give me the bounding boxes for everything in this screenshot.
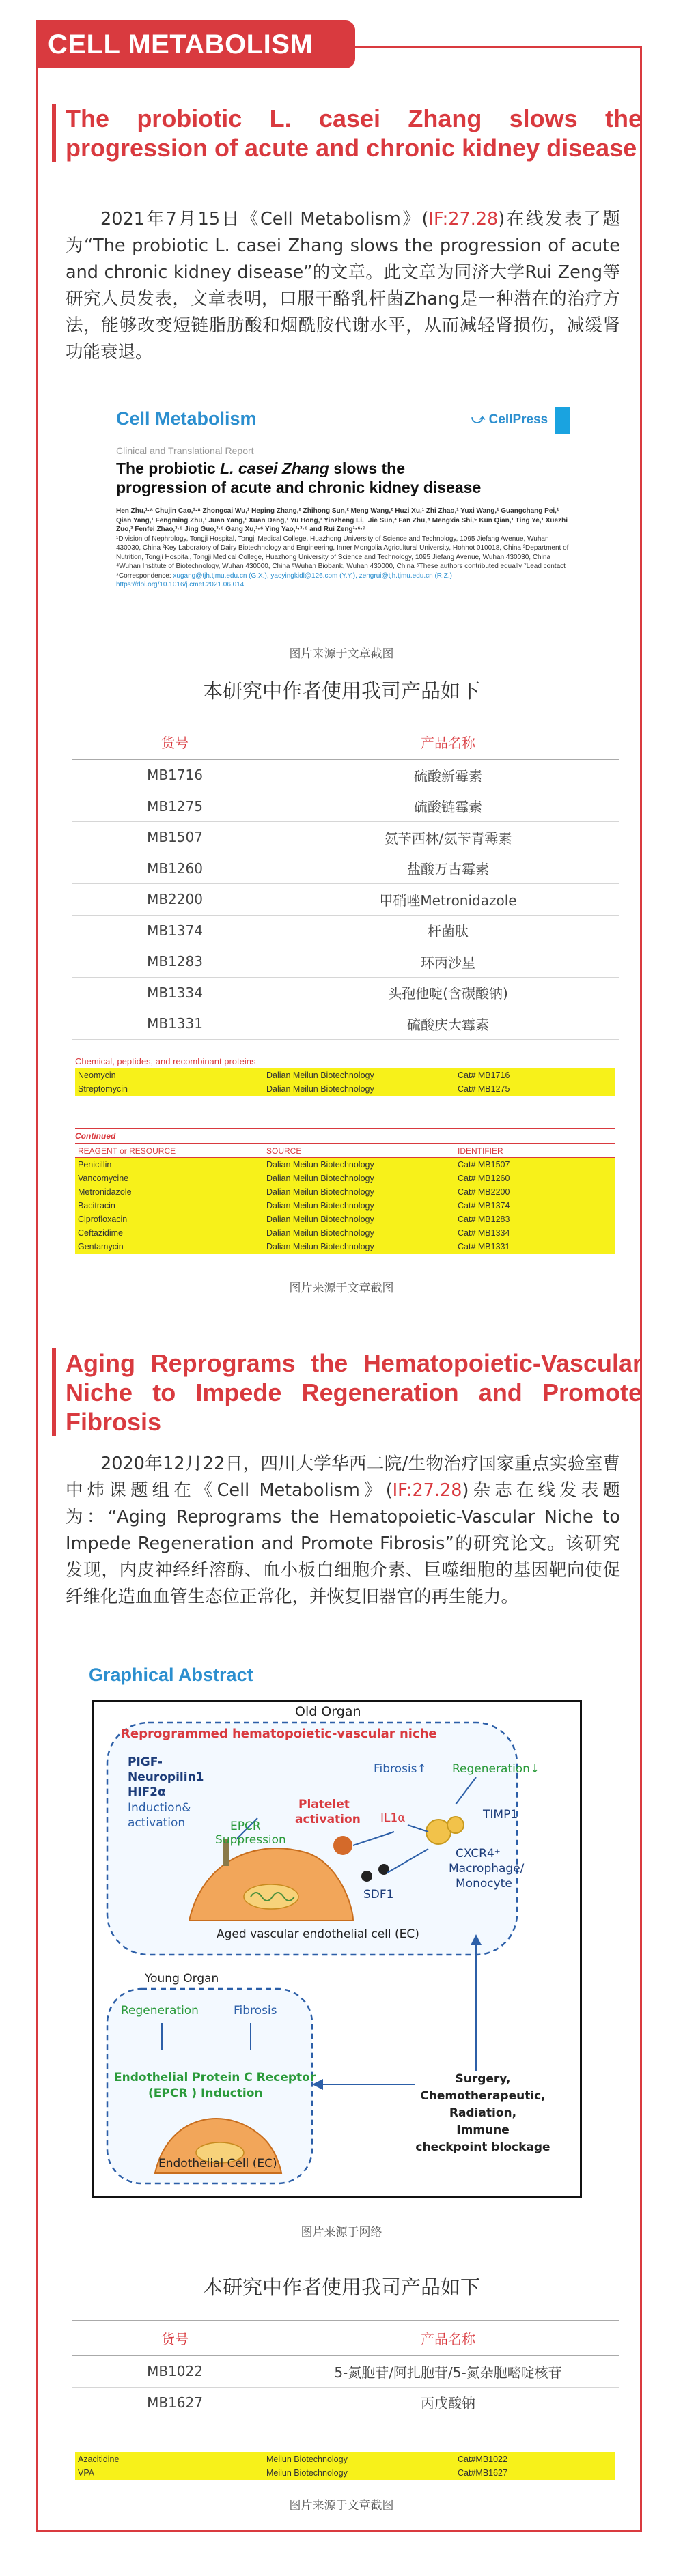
table-row	[75, 1199, 615, 1213]
table-row	[72, 977, 619, 1008]
neuropilin-label: Neuropilin1	[128, 1770, 204, 1784]
catalog-number: MB1275	[72, 791, 277, 822]
intervention-surgery: Surgery,	[455, 2072, 511, 2086]
product-name: 5-氮胞苷/阿扎胞苷/5-氮杂胞嘧啶核苷	[277, 2356, 619, 2388]
intervention-list	[415, 2071, 551, 2156]
catalog-number: MB2200	[72, 884, 277, 916]
product-name: 氨苄西林/氨苄青霉素	[277, 822, 619, 853]
product-name: 硫酸链霉素	[277, 791, 619, 822]
reagent-name: VPA	[78, 2468, 95, 2478]
article1-products-heading: 本研究中作者使用我司产品如下	[202, 679, 480, 703]
reagent-identifier: Cat#MB1627	[458, 2468, 507, 2478]
product-name: 硫酸庆大霉素	[277, 1008, 619, 1040]
reagent-source: Dalian Meilun Biotechnology	[266, 1215, 374, 1224]
macrophage-label: Macrophage/	[449, 1862, 525, 1876]
graphical-abstract-heading: Graphical Abstract	[89, 1665, 253, 1685]
table-row	[72, 791, 619, 822]
article1-title: The probiotic L. casei Zhang slows the progression of acute and chronic kidney disease	[52, 104, 642, 162]
table-row	[72, 822, 619, 853]
table-row	[75, 2452, 615, 2466]
reagent-identifier: Cat# MB1507	[458, 1160, 510, 1170]
screenshot-title-italic: L. casei Zhang	[220, 459, 329, 477]
reagent-source: Dalian Meilun Biotechnology	[266, 1201, 374, 1211]
article2-caption1: 图片来源于网络	[301, 2226, 382, 2239]
col-header-reagent: REAGENT or RESOURCE	[78, 1146, 176, 1156]
sdf1-dot-icon	[361, 1871, 372, 1882]
journal-name: Cell Metabolism	[116, 408, 257, 429]
article1-products-table	[72, 724, 619, 1040]
monocyte-label: Monocyte	[456, 1877, 512, 1891]
reagent-name: Metronidazole	[78, 1187, 132, 1197]
reagent-name: Bacitracin	[78, 1201, 115, 1211]
nucleus-icon	[244, 1884, 298, 1909]
screenshot-authors-block	[116, 507, 574, 590]
catalog-number: MB1716	[72, 760, 277, 791]
product-name: 甲硝唑Metronidazole	[277, 884, 619, 916]
journal-color-bar	[555, 407, 570, 434]
catalog-number: MB1627	[72, 2387, 277, 2418]
screenshot-title-line2: progression of acute and chronic kidney disease	[116, 479, 482, 496]
table-row	[75, 1213, 615, 1226]
table-row	[75, 1185, 615, 1199]
article1-para-before: 2021年7月15日《Cell Metabolism》(	[100, 209, 429, 229]
table-row	[72, 760, 619, 791]
epcr-induction-line1: Endothelial Protein C Receptor	[114, 2071, 316, 2084]
table-row	[72, 915, 619, 946]
correspondence	[116, 571, 574, 581]
catalog-number: MB1022	[72, 2356, 277, 2388]
reagent-identifier: Cat# MB1334	[458, 1228, 510, 1238]
reagent-source: Dalian Meilun Biotechnology	[266, 1174, 374, 1183]
table-row	[72, 1008, 619, 1040]
catalog-number: MB1283	[72, 946, 277, 978]
reagent-name: Streptomycin	[78, 1084, 128, 1094]
frame-bottom-border	[36, 2530, 642, 2532]
reagent-source: Dalian Meilun Biotechnology	[266, 1084, 374, 1094]
reagent-name: Azacitidine	[78, 2454, 120, 2464]
screenshot-title-pre: The probiotic	[116, 459, 221, 477]
graphical-abstract	[92, 1700, 582, 2198]
article2-products-table	[72, 2320, 619, 2418]
product-name: 硫酸新霉素	[277, 760, 619, 791]
correspondence-emails[interactable]: xugang@tjh.tjmu.edu.cn (G.X.), yaoyingkidl@126.com (Y.Y.), zengrui@tjh.tjmu.edu.cn (R.Z.)	[173, 571, 452, 580]
platelet-icon	[333, 1836, 352, 1855]
article2-evidence-table	[75, 2452, 615, 2480]
cellpress-icon: ⤻	[471, 412, 489, 427]
intervention-checkpoint: checkpoint blockage	[415, 2140, 550, 2154]
article1-evidence-table1	[75, 1055, 615, 1096]
publisher-logo	[471, 412, 548, 427]
article1-screenshot	[116, 403, 574, 638]
pigf-label: PIGF-	[128, 1755, 163, 1769]
product-name: 杆菌肽	[277, 915, 619, 946]
article1-paragraph	[66, 206, 620, 366]
reagent-source: Dalian Meilun Biotechnology	[266, 1160, 374, 1170]
reagent-identifier: Cat# MB1260	[458, 1174, 510, 1183]
aged-ec-label: Aged vascular endothelial cell (EC)	[217, 1927, 419, 1941]
reagent-identifier: Cat# MB1283	[458, 1215, 510, 1224]
regeneration-label: Regeneration	[121, 2004, 199, 2018]
table-row	[75, 1226, 615, 1240]
reagent-source: Dalian Meilun Biotechnology	[266, 1071, 374, 1080]
intervention-radiation: Radiation,	[449, 2106, 517, 2120]
intervention-immune: Immune	[456, 2123, 510, 2137]
screenshot-title	[116, 459, 526, 497]
section-tag: CELL METABOLISM	[36, 20, 355, 68]
epcr-induction-line2: (EPCR ) Induction	[148, 2086, 263, 2100]
intervention-chemo: Chemotherapeutic,	[420, 2089, 546, 2103]
reagent-name: Gentamycin	[78, 1242, 124, 1251]
activation-label: activation	[128, 1816, 186, 1830]
col-header-product: 产品名称	[277, 2321, 619, 2356]
article1-caption2: 图片来源于文章截图	[289, 1282, 394, 1295]
table-row	[75, 1240, 615, 1254]
table-row	[72, 2356, 619, 2388]
reagent-identifier: Cat# MB1331	[458, 1242, 510, 1251]
suppression-label: Suppression	[215, 1833, 286, 1847]
product-name: 头孢他啶(含碳酸钠)	[277, 977, 619, 1008]
reagent-identifier: Cat# MB1374	[458, 1201, 510, 1211]
article1-para-after: )在线发表了题为“The probiotic L. casei Zhang slows the progression of acute and chronic kidney disease”的文章。此文章为同济大学Rui Zeng等研究人员发表，文章表明，口服干酪乳杆菌Zhang是一种潜在的治疗方法，能够改变短链脂肪酸和烟酰胺代谢水平，从而减轻肾损伤，减缓肾功能衰退。	[66, 209, 620, 363]
table-header-row	[72, 724, 619, 760]
affiliations: ¹Division of Nephrology, Tongji Hospital, Tongji Medical College, Huazhong University of Science and Technology, 1095 Jiefang Avenue, Wuhan 430030, China ²Key Laboratory of Dairy Biotechnology and Engineering, Inner Mongolia Agricultural University, Hohhot 010018, China ³Department of Nutrition, Tongji Hospital, Tongji Medical College, Huazhong University of Science and Technology, 1095 Jiefang Avenue, Wuhan 430030, China ⁴Wuhan Institute of Biotechnology, Wuhan 430000, China ⁵Wuhan Biobank, Wuhan 430000, China ⁶These authors contributed equally ⁷Lead contact	[116, 535, 569, 570]
col-header-identifier: IDENTIFIER	[458, 1146, 503, 1156]
catalog-number: MB1331	[72, 1008, 277, 1040]
reagent-name: Ceftazidime	[78, 1228, 123, 1238]
evidence-category: Chemical, peptides, and recombinant proteins	[75, 1056, 256, 1066]
article2-impact-factor: IF:27.28	[392, 1480, 462, 1501]
reagent-name: Penicillin	[78, 1160, 112, 1170]
report-section: Clinical and Translational Report	[116, 445, 254, 456]
reagent-identifier: Cat# MB1716	[458, 1071, 510, 1080]
article2-para-before: 2020年12月22日，四川大学华西二院/生物治疗国家重点实验室曹中炜课题组在《Cell Metabolism》(	[66, 1454, 620, 1501]
article2-para-after: )杂志在线发表题为：“Aging Reprograms the Hematopoietic-Vascular Niche to Impede Regeneration and Promote Fibrosis”的研究论文。该研究发现，内皮神经纤溶酶、血小板白细胞介素、巨噬细胞的基因靶向使促纤维化造血血管生态位正常化，并恢复旧器官的再生能力。	[66, 1480, 620, 1607]
col-header-catalog: 货号	[72, 724, 277, 760]
reagent-source: Dalian Meilun Biotechnology	[266, 1242, 374, 1251]
regeneration-down-label: Regeneration↓	[452, 1762, 540, 1776]
table-row	[72, 2387, 619, 2418]
hif-label: HIF2α	[128, 1785, 166, 1799]
reagent-identifier: Cat# MB2200	[458, 1187, 510, 1197]
evidence-header-row	[75, 1143, 615, 1158]
col-header-catalog: 货号	[72, 2321, 277, 2356]
product-name: 丙戊酸钠	[277, 2387, 619, 2418]
catalog-number: MB1260	[72, 853, 277, 884]
table-row	[75, 1172, 615, 1185]
young-organ-label: Young Organ	[145, 1972, 219, 1985]
correspondence-label: *Correspondence:	[116, 571, 173, 580]
screenshot-title-post: slows the	[329, 459, 406, 477]
reagent-identifier: Cat# MB1275	[458, 1084, 510, 1094]
reagent-source: Meilun Biotechnology	[266, 2454, 348, 2464]
article2-paragraph	[66, 1451, 620, 1611]
reagent-name: Vancomycine	[78, 1174, 129, 1183]
reagent-name: Neomycin	[78, 1071, 116, 1080]
table-header-row	[72, 2321, 619, 2356]
publisher-name: CellPress	[488, 412, 548, 427]
table-row	[75, 1158, 615, 1172]
epcr-label: EPCR	[230, 1820, 261, 1833]
reagent-source: Dalian Meilun Biotechnology	[266, 1187, 374, 1197]
product-name: 环丙沙星	[277, 946, 619, 978]
reagent-source: Dalian Meilun Biotechnology	[266, 1228, 374, 1238]
induction-label: Induction&	[128, 1801, 191, 1815]
author-list: Hen Zhu,¹·⁸ Chujin Cao,¹·⁸ Zhongcai Wu,¹ Heping Zhang,² Zhihong Sun,² Meng Wang,² Huzi Xu,¹ Zhi Zhao,¹ Yuxi Wang,¹ Guangchang Pei,¹ Qian Yang,¹ Fengming Zhu,¹ Juan Yang,¹ Xuan Deng,¹ Yu Hong,¹ Yinzheng Li,¹ Jie Sun,³ Fan Zhu,⁴ Mengxia Shi,⁵ Kun Qian,¹ Ting Ye,¹ Xuezhi Zuo,³ Fenfei Zhao,³·⁶ Jing Guo,³·⁶ Gang Xu,¹·⁶ Ying Yao,¹·³·⁶ and Rui Zeng¹·⁶·⁷	[116, 507, 568, 533]
catalog-number: MB1507	[72, 822, 277, 853]
table-row	[75, 2466, 615, 2480]
product-name: 盐酸万古霉素	[277, 853, 619, 884]
table-row	[75, 1068, 615, 1082]
sdf1-label: SDF1	[363, 1888, 394, 1901]
monocyte-icon	[447, 1817, 464, 1833]
endothelial-cell-label: Endothelial Cell (EC)	[158, 2157, 277, 2170]
table-row	[72, 884, 619, 916]
col-header-product: 产品名称	[277, 724, 619, 760]
fibrosis-label: Fibrosis	[234, 2004, 277, 2018]
article1-impact-factor: IF:27.28	[428, 209, 499, 229]
table-row	[72, 853, 619, 884]
doi-link[interactable]: https://doi.org/10.1016/j.cmet.2021.06.014	[116, 581, 245, 589]
article1-caption1: 图片来源于文章截图	[289, 647, 394, 661]
catalog-number: MB1374	[72, 915, 277, 946]
continued-label: Continued	[75, 1131, 116, 1141]
article2-products-heading: 本研究中作者使用我司产品如下	[202, 2276, 480, 2299]
reagent-name: Ciprofloxacin	[78, 1215, 128, 1224]
platelet-label: Platelet	[298, 1798, 350, 1811]
reagent-identifier: Cat#MB1022	[458, 2454, 507, 2464]
platelet-activation-label: activation	[295, 1813, 361, 1826]
col-header-source: SOURCE	[266, 1146, 302, 1156]
old-organ-label: Old Organ	[295, 1704, 361, 1719]
article2-caption2: 图片来源于文章截图	[289, 2499, 394, 2513]
article2-title: Aging Reprograms the Hematopoietic-Vascular Niche to Impede Regeneration and Promote Fibrosis	[52, 1348, 642, 1436]
cxcr4-label: CXCR4⁺	[456, 1847, 501, 1860]
catalog-number: MB1334	[72, 977, 277, 1008]
article1-evidence-table2	[75, 1128, 615, 1254]
table-row	[72, 946, 619, 978]
reagent-source: Meilun Biotechnology	[266, 2468, 348, 2478]
fibrosis-up-label: Fibrosis↑	[374, 1762, 427, 1776]
niche-title: Reprogrammed hematopoietic-vascular niche	[121, 1727, 437, 1741]
il1a-label: IL1α	[380, 1811, 406, 1825]
table-row	[75, 1082, 615, 1096]
timp1-label: TIMP1	[483, 1808, 518, 1822]
